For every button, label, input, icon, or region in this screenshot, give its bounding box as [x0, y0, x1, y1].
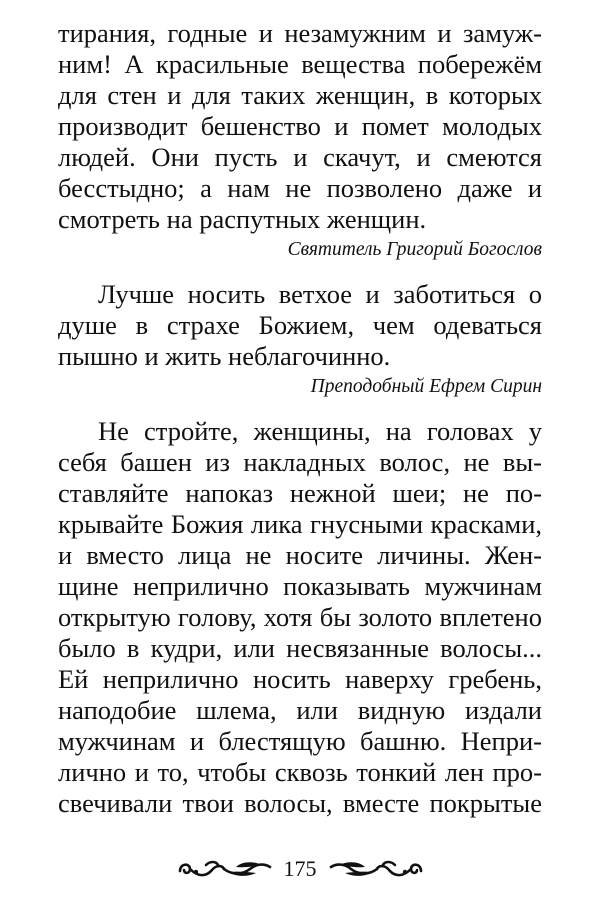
quote-block-1: [58, 18, 542, 265]
text-line: для стен и для таких женщин, в которых: [58, 80, 542, 110]
page-body: [58, 18, 542, 819]
quote-block-2: [58, 279, 542, 402]
text-line: тирания, годные и незамужним и замуж-: [58, 18, 542, 48]
block-spacer: [58, 402, 542, 416]
text-line: пышно и жить неблагочинно.: [58, 341, 391, 371]
page-footer: [0, 852, 600, 886]
text-line: открытую голову, хотя бы золото вплетено: [58, 602, 542, 632]
text-line: людей. Они пусть и скачут, и смеются: [58, 142, 542, 172]
text-line: лично и то, чтобы сквозь тонкий лен про-: [58, 757, 542, 787]
text-line: Лучше носить ветхое и заботиться о: [98, 279, 542, 309]
text-line: было в кудри, или несвязанные волосы...: [58, 633, 542, 663]
flourish-right-icon: [329, 857, 425, 881]
text-line: бесстыдно; а нам не позволено даже и: [58, 173, 542, 203]
text-line: Не стройте, женщины, на головах у: [98, 416, 542, 446]
quote-block-3: [58, 416, 542, 819]
text-line: Ей неприлично носить наверху гребень,: [58, 664, 542, 694]
text-line: наподобие шлема, или видную издали: [58, 695, 542, 725]
text-line: себя башен из накладных волос, не вы-: [58, 447, 542, 477]
quote-attribution: Святитель Григорий Богослов: [287, 239, 542, 260]
text-line: душе в страхе Божием, чем одеваться: [58, 310, 542, 340]
page-number: 175: [283, 856, 317, 881]
quote-attribution: Преподобный Ефрем Сирин: [310, 376, 542, 397]
text-line: свечивали твои волосы, вместе покрытые: [58, 788, 542, 818]
text-line: ставляйте напоказ нежной шеи; не по-: [58, 478, 542, 508]
text-line: производит бешенство и помет молодых: [58, 111, 542, 141]
text-line: крывайте Божия лика гнусными красками,: [58, 509, 542, 539]
text-line: и вместо лица не носите личины. Жен-: [58, 540, 542, 570]
text-line: ним! А красильные вещества побережём: [58, 49, 542, 79]
text-line: смотреть на распутных женщин.: [58, 204, 427, 234]
text-line: мужчинам и блестящую башню. Непри-: [58, 726, 542, 756]
block-spacer: [58, 265, 542, 279]
text-line: щине неприлично показывать мужчинам: [58, 571, 542, 601]
flourish-left-icon: [176, 857, 272, 881]
